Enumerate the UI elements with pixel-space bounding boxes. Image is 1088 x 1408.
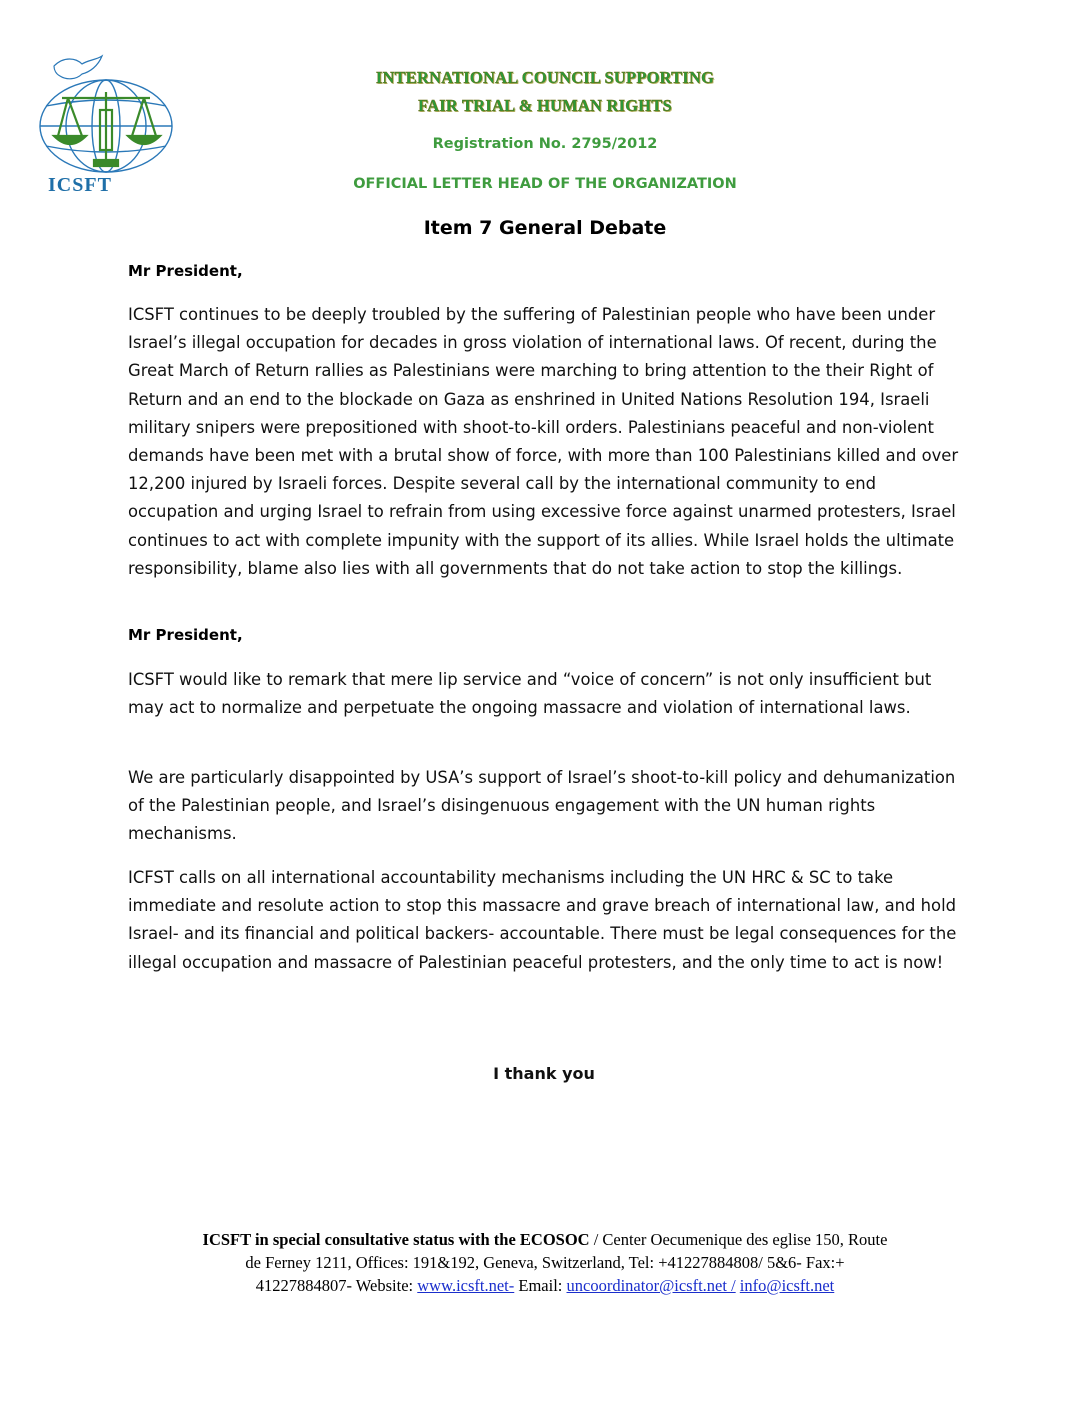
registration-number: Registration No. 2795/2012 [432,136,658,152]
website-link[interactable]: www.icsft.net- [417,1276,515,1295]
salutation-1: Mr President, [128,262,243,280]
footer-address-1: / Center Oecumenique des eglise 150, Route [589,1230,888,1249]
org-name-line1: INTERNATIONAL COUNCIL SUPPORTING [375,68,715,87]
organization-logo [24,54,180,194]
logo-text: ICSFT [48,174,112,196]
official-letterhead-label: OFFICIAL LETTER HEAD OF THE ORGANIZATION [353,176,737,192]
footer [120,1228,970,1297]
paragraph-1: ICSFT continues to be deeply troubled by the suffering of Palestinian people who have been under Israel’s illegal occupation for decades in gross violation of international laws. Of recent, during the Great March of Return rallies as Palestinians were marching to bring attention to the their Right of Return and an end to the blockade on Gaza as enshrined in United Nations Resolution 194, Israeli military snipers were prepositioned with shoot-to-kill orders. Palestinians peaceful and non-violent demands have been met with a brutal show of force, with more than 100 Palestinians killed and over 12,200 injured by Israeli forces. Despite several call by the international community to end occupation and urging Israel to refrain from using excessive force against unarmed protesters, Israel continues to act with complete impunity with the support of its allies. While Israel holds the ultimate responsibility, blame also lies with all governments that do not take action to stop the killings. [128,305,959,578]
email-label: Email: [514,1276,567,1295]
closing: I thank you [493,1064,595,1083]
salutation-2: Mr President, [128,626,243,644]
email-link-info[interactable]: info@icsft.net [739,1276,835,1295]
footer-status: ICSFT in special consultative status with the ECOSOC [202,1230,590,1249]
email-link-uncoordinator[interactable]: uncoordinator@icsft.net / [566,1276,736,1295]
document-title: Item 7 General Debate [423,217,667,239]
paragraph-3: We are particularly disappointed by USA’s support of Israel’s shoot-to-kill policy and dehumanization of the Palestinian people, and Israel’s disingenuous engagement with the UN human rights mechanisms. [128,768,956,844]
paragraph-2: ICSFT would like to remark that mere lip service and “voice of concern” is not only insufficient but may act to normalize and perpetuate the ongoing massacre and violation of international laws. [128,670,932,718]
footer-fax-website-label: 41227884807- Website: [255,1276,418,1295]
paragraph-4: ICFST calls on all international accountability mechanisms including the UN HRC & SC to take immediate and resolute action to stop this massacre and grave breach of international law, and hold Israel- and its financial and political backers- accountable. There must be legal consequences for the illegal occupation and massacre of Palestinian peaceful protesters, and the only time to act is now! [128,868,957,972]
footer-address-2: de Ferney 1211, Offices: 191&192, Geneva, Switzerland, Tel: +41227884808/ 5&6- Fax:+ [245,1253,845,1272]
org-name-line2: FAIR TRIAL & HUMAN RIGHTS [418,96,672,115]
